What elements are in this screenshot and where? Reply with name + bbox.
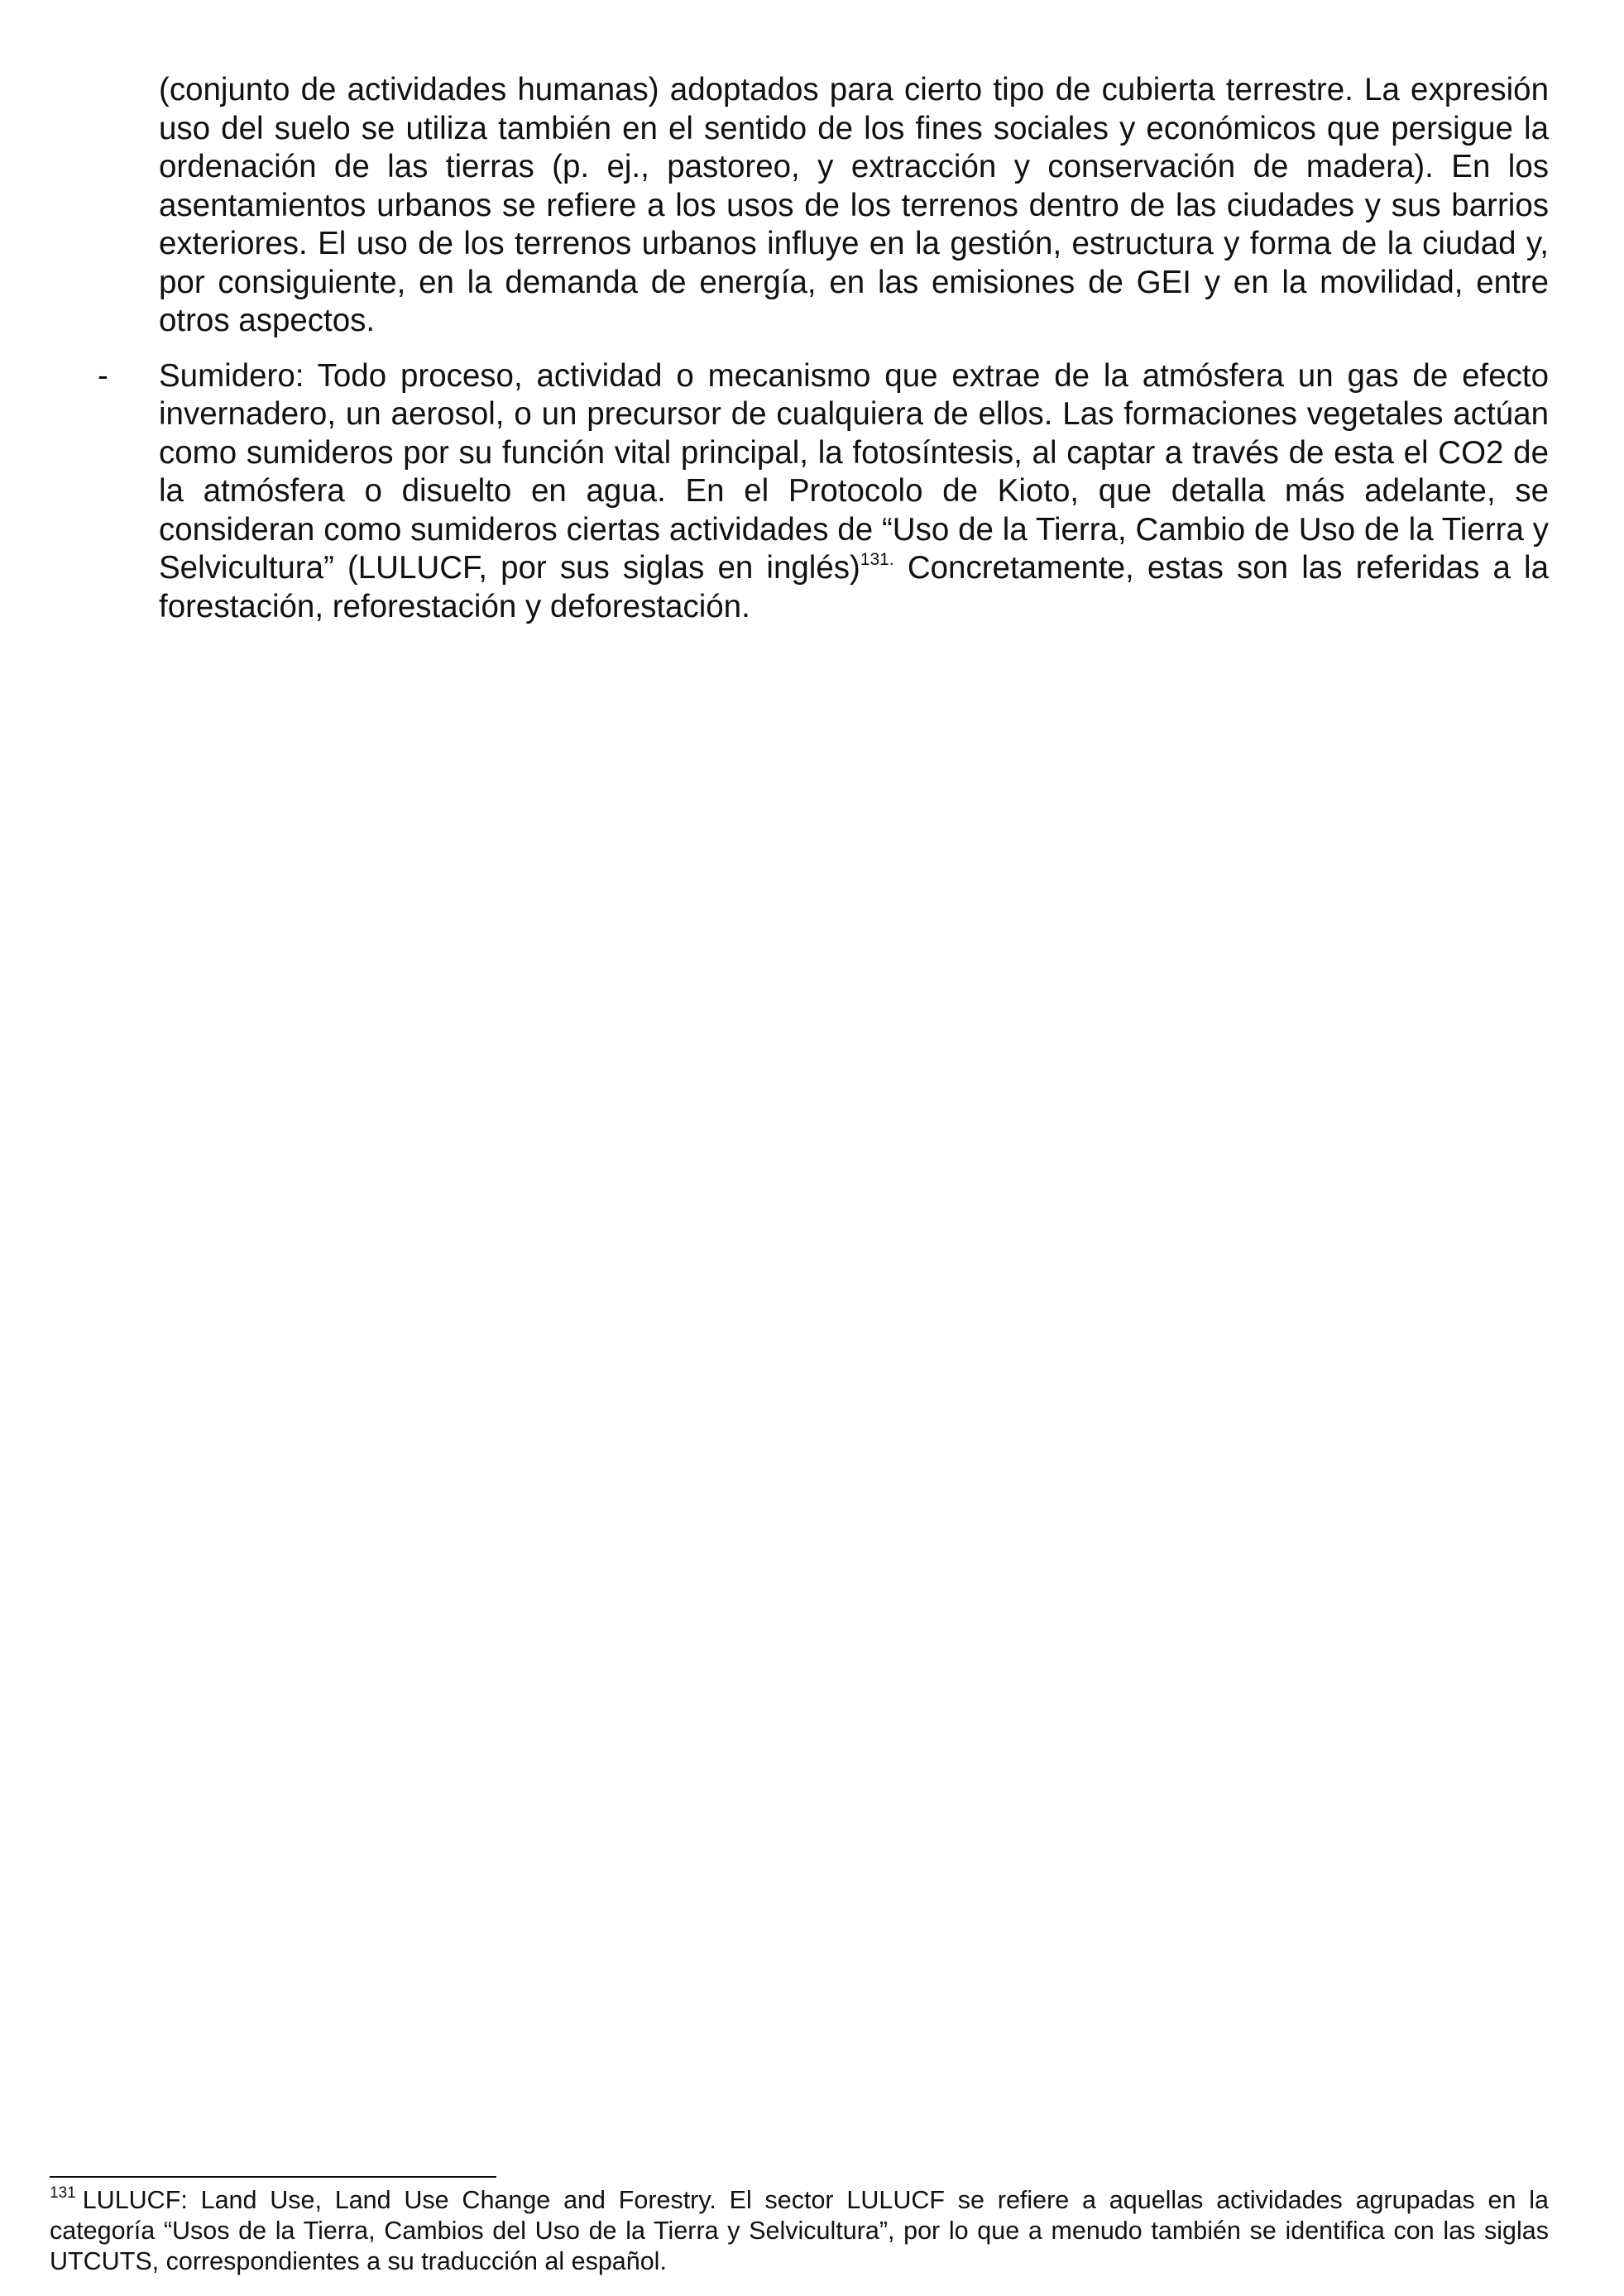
footnote-reference-131[interactable]: 131. (860, 550, 894, 569)
list-item-text-continued: Concretamente, estas son las referidas a la forestación, reforestación y deforestación. (159, 550, 1549, 624)
footnote-number: 131 (50, 2184, 76, 2202)
list-item-text: Sumidero: Todo proceso, actividad o mecanismo que extrae de la atmósfera un gas de efecto invernadero, un aerosol, o un precursor de cualquiera de ellos. Las formaciones vegetales actúan como sumideros por su función vital principal, la fotosíntesis, al captar a través de esta el CO2 de la atmósfera o disuelto en agua. En el Protocolo de Kioto, que detalla más adelante, se consideran como sumideros ciertas actividades de “Uso de la Tierra, Cambio de Uso de la Tierra y Selvicultura” (LULUCF, por sus siglas en inglés) (159, 357, 1549, 586)
footnote-131 (50, 2185, 1549, 2277)
body-text (98, 71, 1549, 626)
list-item-sumidero (98, 357, 1549, 627)
continuation-paragraph: (conjunto de actividades humanas) adoptados para cierto tipo de cubierta terrestre. La expresión uso del suelo se utiliza también en el sentido de los fines sociales y económicos que persigue la ordenación de las tierras (p. ej., pastoreo, y extracción y conservación de madera). En los asentamientos urbanos se refiere a los usos de los terrenos dentro de las ciudades y sus barrios exteriores. El uso de los terrenos urbanos influye en la gestión, estructura y forma de la ciudad y, por consiguiente, en la demanda de energía, en las emisiones de GEI y en la movilidad, entre otros aspectos. (159, 72, 1549, 338)
footnote-separator (50, 2176, 496, 2178)
footnote-text: LULUCF: Land Use, Land Use Change and Forestry. El sector LULUCF se refiere a aquellas actividades agrupadas en la categoría “Usos de la Tierra, Cambios del Uso de la Tierra y Selvicultura”, por lo que a menudo también se identifica con las siglas UTCUTS, correspondientes a su traducción al español. (50, 2186, 1549, 2275)
list-bullet: - (98, 357, 108, 394)
